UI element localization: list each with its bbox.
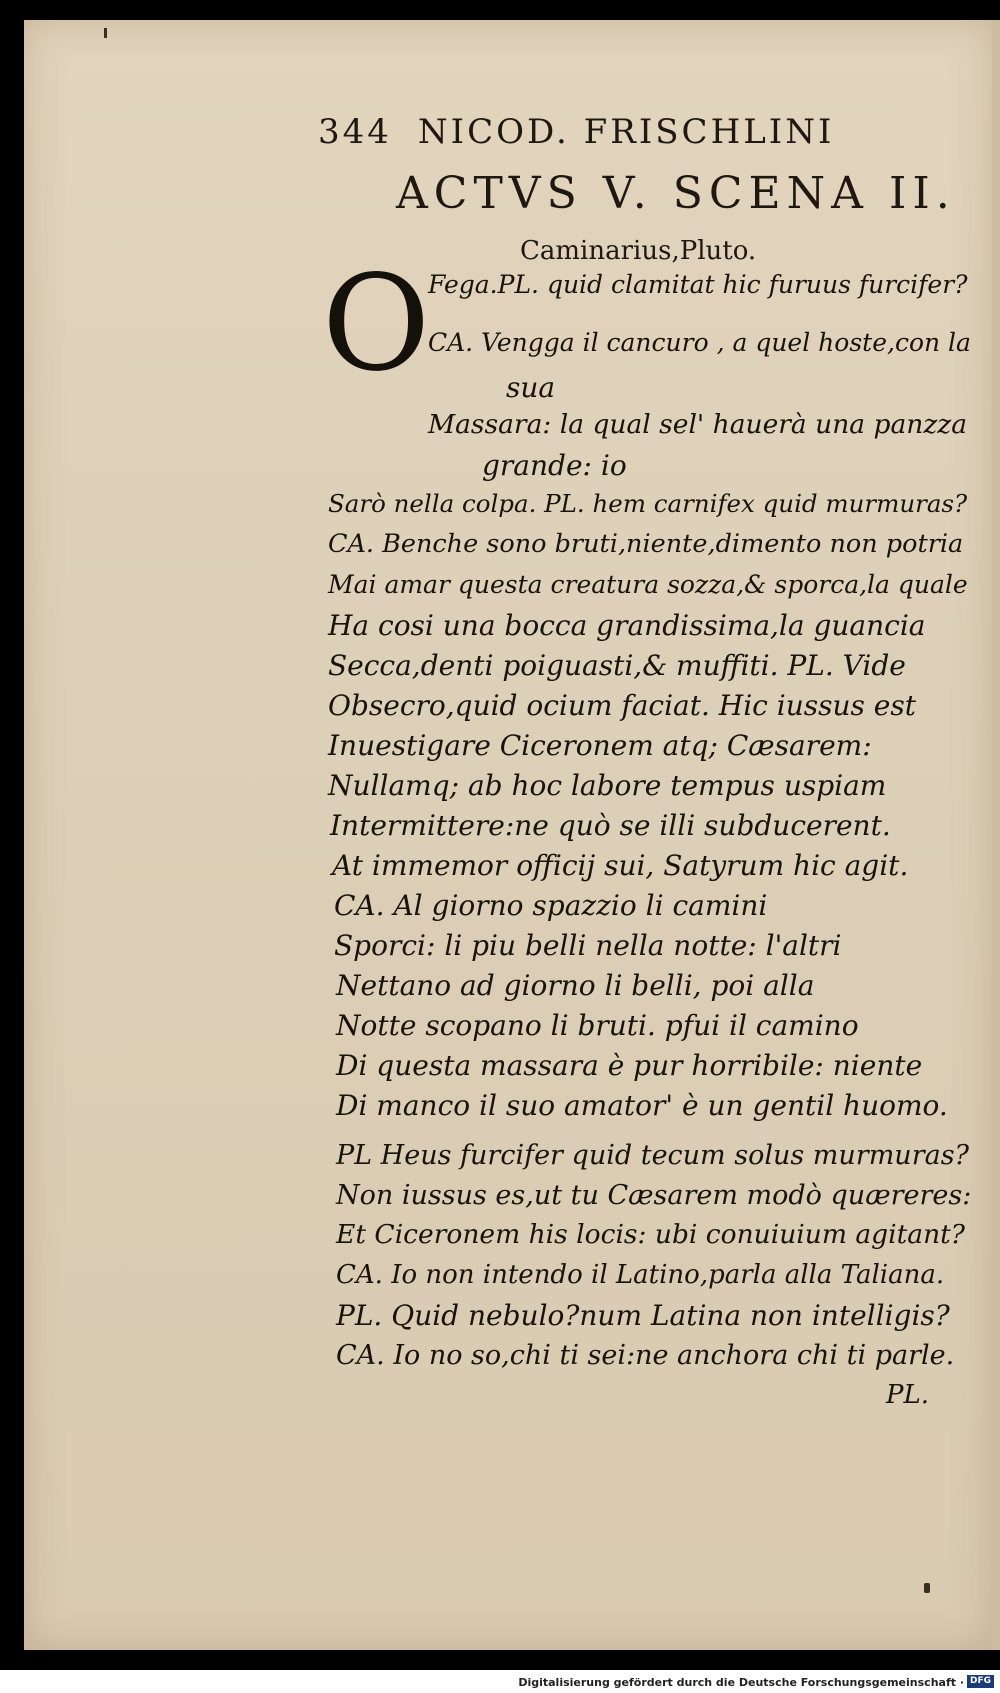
verse-line: Fega.PL. quid clamitat hic furuus furcifer? [428,270,968,299]
character-list: Caminarius,Pluto. [520,236,757,266]
verse-line: Nullamq; ab hoc labore tempus uspiam [328,769,887,802]
running-title: NICOD. FRISCHLINI [417,112,835,152]
verse-line: PL Heus furcifer quid tecum solus murmuras? [336,1140,970,1171]
verse-line: Obsecro,quid ocium faciat. Hic iussus est [328,689,916,722]
verse-line: CA. Io non intendo il Latino,parla alla Taliana. [336,1260,945,1290]
verse-line: CA. Benche sono bruti,niente,dimento non potria [328,529,964,559]
verse-line: Intermittere:ne quò se illi subducerent. [330,809,891,842]
verse-line: CA. Vengga il cancuro , a quel hoste,con la [428,328,971,357]
verse-line: Di questa massara è pur horribile: niente [336,1049,923,1082]
verse-line: sua [506,371,556,404]
verse-line: CA. Io no so,chi ti sei:ne anchora chi ti parle. [336,1340,955,1371]
verse-line: Sarò nella colpa. PL. hem carnifex quid murmuras? [328,489,968,518]
running-header [318,112,834,152]
verse-line: PL. Quid nebulo?num Latina non intelligis? [336,1299,950,1332]
verse-line: Et Ciceronem his locis: ubi conuiuium agitant? [336,1219,965,1250]
ink-mark [104,28,107,38]
verse-line: Inuestigare Ciceronem atq; Cæsarem: [328,729,872,762]
verse-line: Mai amar questa creatura sozza,& sporca,la quale [328,570,968,599]
verse-line: Massara: la qual sel' hauerà una panzza [428,409,968,440]
drop-cap-letter: O [322,247,431,401]
funding-notice: Digitalisierung gefördert durch die Deutsche Forschungsgemeinschaft · [518,1676,964,1689]
catchword: PL. [886,1380,930,1410]
verse-line: Notte scopano li bruti. pfui il camino [336,1009,859,1042]
verse-line: grande: io [482,449,627,482]
ink-speck [924,1583,930,1593]
verse-line: Di manco il suo amator' è un gentil huomo. [336,1089,948,1122]
page-number: 344 [318,112,392,152]
verse-line: Nettano ad giorno li belli, poi alla [336,969,815,1002]
verse-line: CA. Al giorno spazzio li camini [334,889,768,922]
verse-line: Sporci: li piu belli nella notte: l'altri [334,929,842,962]
verse-line: Non iussus es,ut tu Cæsarem modò quæreres: [336,1180,972,1211]
verse-line: Secca,denti poiguasti,& muffiti. PL. Vide [328,649,906,682]
verse-line: Ha cosi una bocca grandissima,la guancia [328,609,926,642]
page-edge [992,20,1000,1650]
dfg-logo: DFG [967,1675,994,1688]
verse-line: At immemor officij sui, Satyrum hic agit. [332,849,909,882]
act-scene-title: ACTVS V. SCENA II. [396,168,956,219]
